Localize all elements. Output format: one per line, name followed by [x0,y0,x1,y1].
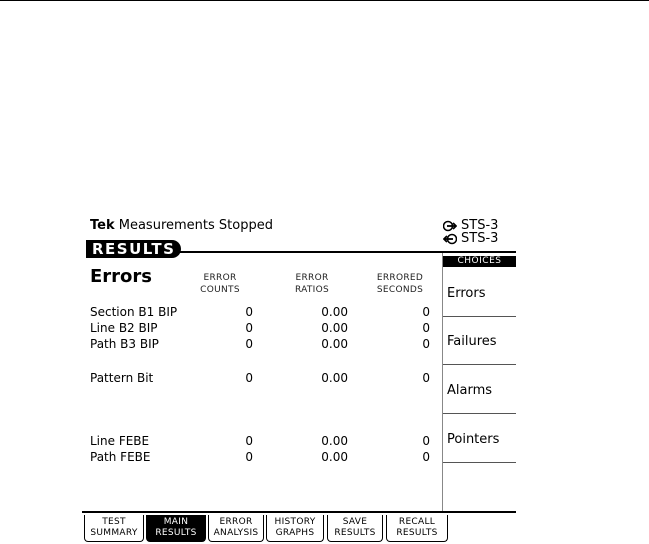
column-header-line: ERRORED [376,273,424,283]
cell-ratios: 0.00 [321,434,348,448]
top-border-line [0,0,649,1]
brand-label: Tek [90,218,115,233]
softkey-line: RECALL [398,517,436,527]
column-header-line: SECONDS [376,285,424,295]
softkey-line: RESULTS [396,528,438,538]
softkey-bar-rule [82,511,516,513]
cell-counts: 0 [245,434,253,448]
cell-counts: 0 [245,305,253,319]
cell-counts: 0 [245,321,253,335]
softkey-line: ANALYSIS [213,528,259,538]
port-input-label: STS-3 [461,231,499,246]
softkey-line: GRAPHS [275,528,315,538]
cell-ratios: 0.00 [321,305,348,319]
row-label: Path FEBE [90,450,151,464]
output-arrow-icon [443,220,457,232]
cell-seconds: 0 [422,305,430,319]
choice-separator [443,364,516,365]
port-output-label: STS-3 [461,218,499,233]
column-header-error-ratios [282,272,342,296]
status-line [90,218,273,233]
cell-ratios: 0.00 [321,321,348,335]
row-label: Line FEBE [90,434,150,448]
softkey-test-summary[interactable] [84,515,144,542]
cell-seconds: 0 [422,321,430,335]
page-title: Errors [90,266,153,287]
row-label: Pattern Bit [90,371,154,385]
softkey-line: RESULTS [334,528,376,538]
column-header-line: RATIOS [294,285,330,295]
choice-failures[interactable]: Failures [447,334,497,349]
column-header-line: ERROR [295,273,329,283]
row-label: Section B1 BIP [90,305,178,319]
column-header-line: COUNTS [200,285,240,295]
choice-alarms[interactable]: Alarms [447,383,493,398]
cell-seconds: 0 [422,434,430,448]
cell-ratios: 0.00 [321,450,348,464]
choice-errors[interactable]: Errors [447,286,486,301]
choice-pointers[interactable]: Pointers [447,432,500,447]
softkey-line: TEST [102,517,126,527]
softkey-main-results[interactable] [146,515,206,542]
choices-divider [442,253,443,511]
softkey-error-analysis[interactable] [208,515,264,542]
screen-tab-results: RESULTS [86,240,181,258]
choices-header: CHOICES [443,256,516,267]
softkey-save-results[interactable] [327,515,383,542]
choice-separator [443,316,516,317]
softkey-line: RESULTS [155,528,197,538]
softkey-recall-results[interactable] [386,515,448,542]
cell-counts: 0 [245,450,253,464]
input-arrow-icon [443,233,457,245]
row-label: Path B3 BIP [90,337,159,351]
softkey-history-graphs[interactable] [266,515,324,542]
cell-seconds: 0 [422,371,430,385]
cell-counts: 0 [245,371,253,385]
status-text: Measurements Stopped [118,218,273,233]
cell-ratios: 0.00 [321,337,348,351]
cell-counts: 0 [245,337,253,351]
softkey-line: SUMMARY [90,528,138,538]
column-header-error-counts [190,272,250,296]
softkey-line: HISTORY [274,517,316,527]
column-header-line: ERROR [203,273,237,283]
softkey-line: ERROR [219,517,253,527]
softkey-line: SAVE [342,517,368,527]
cell-seconds: 0 [422,337,430,351]
row-label: Line B2 BIP [90,321,158,335]
column-header-errored-seconds [368,272,432,296]
port-input [443,231,498,246]
choice-separator [443,413,516,414]
softkey-line: MAIN [163,517,189,527]
choice-separator [443,462,516,463]
cell-seconds: 0 [422,450,430,464]
cell-ratios: 0.00 [321,371,348,385]
